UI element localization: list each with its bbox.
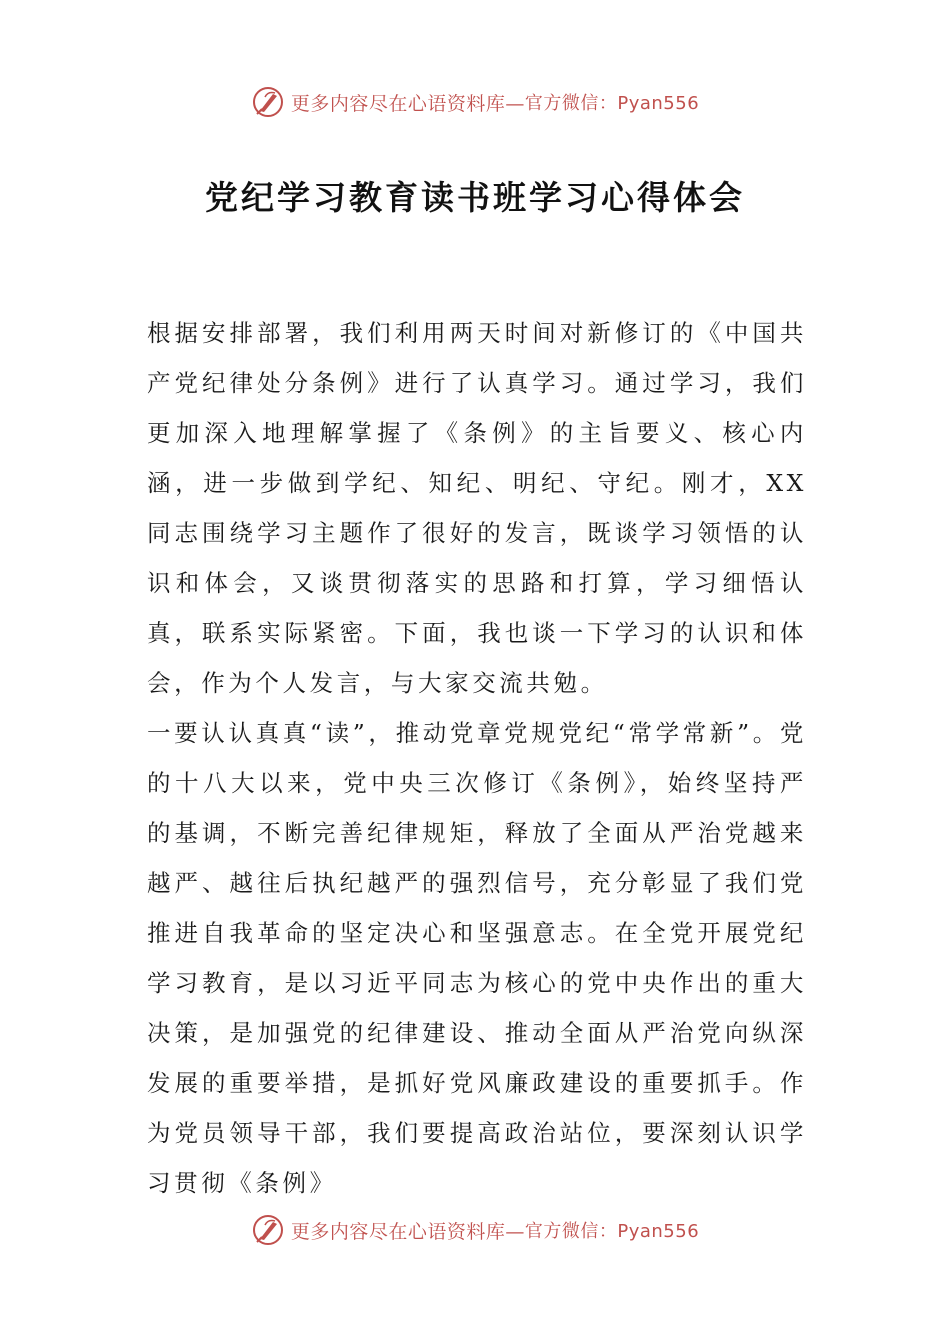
page-title: 党纪学习教育读书班学习心得体会 (205, 178, 745, 217)
banner-text: 更多内容尽在心语资料库— (290, 1220, 525, 1243)
footer-banner (0, 1210, 950, 1250)
banner-text: 更多内容尽在心语资料库— (290, 92, 525, 115)
banner-wechat: 官方微信：Pyan556 (524, 1221, 700, 1242)
document-body (147, 308, 807, 1208)
quill-pen-logo-icon (251, 1213, 285, 1247)
paragraph: 一要认认真真“读”，推动党章党规党纪“常学常新”。党的十八大以来，党中央三次修订《条例》，始终坚持严的基调，不断完善纪律规矩，释放了全面从严治党越来越严、越往后执纪越严的强烈信号，充分彰显了我们党推进自我革命的坚定决心和坚强意志。在全党开展党纪学习教育，是以习近平同志为核心的党中央作出的重大决策，是加强党的纪律建设、推动全面从严治党向纵深发展的重要举措，是抓好党风廉政建设的重要抓手。作为党员领导干部，我们要提高政治站位，要深刻认识学习贯彻《条例》 (147, 719, 807, 1197)
quill-pen-logo-icon (251, 85, 285, 119)
header-banner (0, 82, 950, 122)
paragraph: 根据安排部署，我们利用两天时间对新修订的《中国共产党纪律处分条例》进行了认真学习。通过学习，我们更加深入地理解掌握了《条例》的主旨要义、核心内涵，进一步做到学纪、知纪、明纪、守纪。刚才，XX同志围绕学习主题作了很好的发言，既谈学习领悟的认识和体会，又谈贯彻落实的思路和打算，学习细悟认真，联系实际紧密。下面，我也谈一下学习的认识和体会，作为个人发言，与大家交流共勉。 (147, 319, 807, 697)
banner-wechat: 官方微信：Pyan556 (524, 93, 700, 114)
